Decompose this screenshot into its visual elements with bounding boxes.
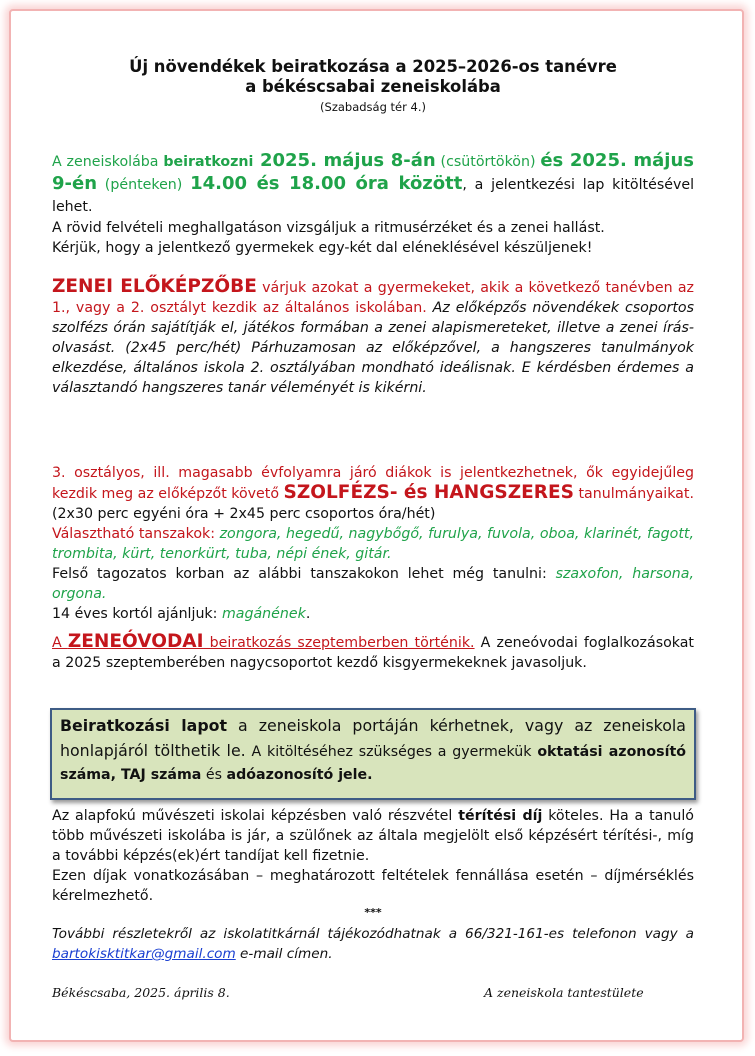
fees-b: térítési díj [458, 808, 543, 824]
intro-line2: A rövid felvételi meghallgatáson vizsgáljuk a ritmusérzéket és a zenei hallást. [52, 220, 605, 236]
document-title: Új növendékek beiratkozása a 2025–2026-os tanévre [129, 57, 617, 76]
solfege-red-text2: tanulmányaikat. [573, 486, 694, 502]
email-link[interactable]: bartokisktitkar@gmail.com [52, 946, 236, 962]
place-date: Békéscsaba, 2025. április 8. [52, 985, 230, 1000]
preschool-red-text: várjuk azokat a gyermekeket, akik a következő tanévben az 1., vagy a 2. osztályt kezdik az általános iskolában. [52, 280, 694, 316]
contact-section [52, 924, 694, 964]
subjects-list: zongora, hegedű, nagybőgő, furulya, fuvola, oboa, klarinét, fagott, trombita, kürt, tenorkürt, tuba, népi ének, gitár. [52, 526, 694, 562]
fees-discount: Ezen díjak vonatkozásában – meghatározott feltételek fennállása esetén – díjmérséklés kérelmezhető. [52, 868, 694, 904]
box-a: Beiratkozási lapot [60, 716, 228, 735]
signature: A zeneiskola tantestülete [484, 985, 644, 1000]
box-e: és [201, 767, 227, 783]
intro-f: (pénteken) [97, 177, 191, 193]
intro-c: 2025. május 8-án [253, 150, 436, 171]
intro-g: 14.00 és 18.00 óra között [190, 173, 463, 194]
intro-b: beiratkozni [163, 154, 254, 170]
solfege-paragraph [52, 463, 694, 504]
subjects-label: Választható tanszakok: [52, 526, 220, 542]
preschool-section [52, 277, 694, 398]
age-subject: magánének [221, 606, 306, 622]
document-subtitle: a békéscsabai zeneiskolába [245, 77, 501, 96]
intro-paragraph [52, 150, 694, 218]
preschool-paragraph [52, 277, 694, 398]
intro-line3: Kérjük, hogy a jelentkező gyermekek egy-két dal eléneklésével készüljenek! [52, 240, 593, 256]
contact-b: e-mail címen. [235, 946, 333, 962]
subjects-paragraph [52, 524, 694, 564]
contact-a: További részletekről az iskolatitkárnál tájékozódhatnak a 66/321-161-es telefonon vagy a [52, 926, 694, 942]
kindergarten-pre: A [52, 635, 68, 651]
intro-e: és 2025. május 9-én [52, 150, 695, 194]
solfege-red-text: 3. osztályos, ill. magasabb évfolyamra járó diákok is jelentkezhetnek, ők egyidejűleg kezdik meg az előképzőt követő [52, 465, 694, 502]
contact-paragraph [52, 924, 694, 964]
solfege-times: (2x30 perc egyéni óra + 2x45 perc csoportos óra/hét) [52, 506, 436, 522]
registration-form-box [50, 708, 696, 800]
upper-label: Felső tagozatos korban az alábbi tanszakokon lehet még tanulni: [52, 566, 556, 582]
intro-h: , a jelentkezési lap kitöltésével lehet. [52, 177, 695, 215]
fees-a: Az alapfokú művészeti iskolai képzésben való részvétel [52, 808, 459, 824]
kindergarten-text: A zeneóvodai foglalkozásokat a 2025 szeptemberében nagycsoportot kezdő kisgyermekeknek javasoljuk. [52, 635, 694, 671]
solfege-heading: SZOLFÉZS- és HANGSZERES [283, 482, 574, 503]
preschool-heading: ZENEI ELŐKÉPZŐBE [52, 276, 257, 297]
box-d: oktatási azonosító száma, TAJ száma [60, 744, 686, 783]
age-paragraph [52, 604, 694, 624]
intro-section [52, 150, 694, 258]
kindergarten-heading: ZENEÓVODAI [67, 631, 204, 652]
intro-d: (csütörtökön) [435, 154, 541, 170]
box-f: adóazonosító jele. [226, 767, 373, 783]
fees-section [52, 806, 694, 906]
fees-paragraph [52, 806, 694, 866]
kindergarten-red-text: beiratkozás szeptemberben történik. [203, 635, 475, 651]
separator-stars: *** [364, 906, 382, 919]
box-b: a zeneiskola portáján kérhetnek, vagy az zeneiskola honlapjáról tölthetik le. [60, 716, 686, 760]
address: (Szabadság tér 4.) [320, 100, 426, 114]
intro-a: A zeneiskolába [52, 154, 164, 170]
box-paragraph [60, 714, 686, 787]
fees-c: köteles. Ha a tanuló több művészeti iskolába is jár, a szülőnek az általa megjelölt első képzésért térítési-, míg a további képzés(ek)ért tandíjat kell fizetnie. [52, 808, 694, 864]
kindergarten-paragraph [52, 632, 694, 673]
solfege-section [52, 463, 694, 624]
kindergarten-section [52, 632, 694, 673]
preschool-italic-text: Az előképzős növendékek csoportos szolfézs órán sajátítják el, játékos formában a zenei alapismereteket, illetve a zenei írás-olvasást. (2x45 perc/hét) Párhuzamosan az előképzővel, a hangszeres tanulmányok elkezdése, általános iskola 2. osztályában mondható ideálisnak. E kérdésben érdemes a választandó hangszeres tanár véleményét is kikérni. [52, 300, 694, 396]
age-end: . [305, 606, 311, 622]
box-c: A kitöltéséhez szükséges a gyermekük [245, 744, 538, 760]
upper-paragraph [52, 564, 694, 604]
upper-subjects: szaxofon, harsona, orgona. [52, 566, 694, 602]
age-label: 14 éves kortól ajánljuk: [52, 606, 222, 622]
